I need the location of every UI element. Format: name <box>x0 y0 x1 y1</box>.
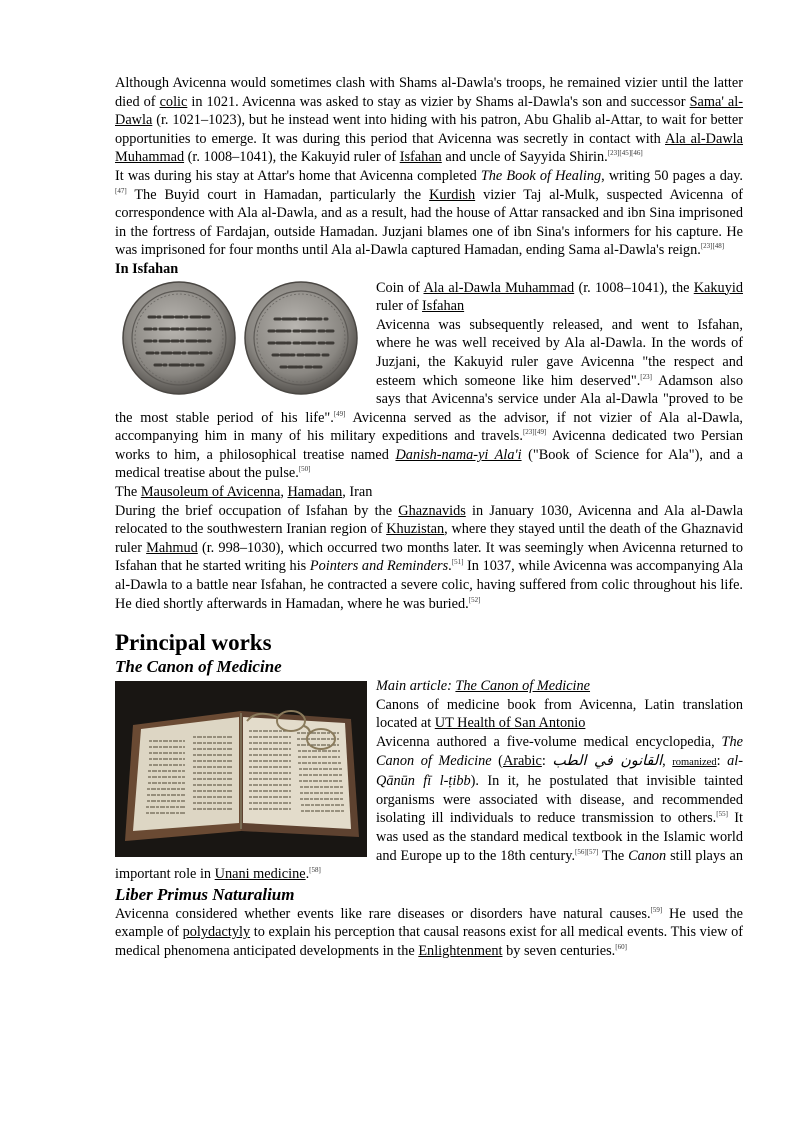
text: During the brief occupation of Isfahan by the <box>115 502 399 519</box>
link-arabic[interactable]: Arabic <box>502 752 542 769</box>
text: He used the example of <box>115 905 743 941</box>
text: , <box>662 752 673 769</box>
link-colic[interactable]: colic <box>159 93 188 110</box>
citation[interactable]: [58] <box>309 866 321 875</box>
link-hamadan[interactable]: Hamadan <box>287 484 343 501</box>
text: Avicenna served as the advisor, if not vizier of Ala al-Dawla, accompanying him in many of his military expeditions and travels. <box>115 409 743 445</box>
link-mahmud[interactable]: Mahmud <box>146 539 198 556</box>
text: Adamson also says that Avicenna's service under Ala al-Dawla "proved to be the most stable period of his life". <box>115 372 743 426</box>
work-title: Danish-nama-yi Ala'i <box>395 446 522 463</box>
citation[interactable]: [51] <box>451 558 464 567</box>
link-kurdish[interactable]: Kurdish <box>429 186 476 203</box>
text: : <box>541 752 553 769</box>
coin-image <box>115 281 367 395</box>
text: in 1021. Avicenna was asked to stay as vizier by Shams al-Dawla's son and successor <box>187 93 690 110</box>
coin-obverse <box>123 282 235 394</box>
text: Canons of medicine book from Avicenna, Latin translation located at <box>376 696 743 732</box>
text: Avicenna considered whether events like rare diseases or disorders have natural causes. <box>115 905 651 922</box>
text: Although Avicenna would sometimes clash with Shams al-Dawla's troops, he remained vizier until the latter died of <box>115 75 743 110</box>
romanized-title: al-Qānūn fī l-ṭibb <box>376 752 744 790</box>
canon-book-image <box>115 681 367 857</box>
text: It was used as the standard medical textbook in the Islamic world and Europe up to the 18th century. <box>376 810 743 864</box>
book-illustration <box>115 681 367 857</box>
citation[interactable]: [56][57] <box>575 847 599 856</box>
link-romanized[interactable]: romanized <box>672 756 717 768</box>
citation[interactable]: [23][45][46] <box>607 149 643 158</box>
citation[interactable]: [50] <box>298 465 311 474</box>
coin-reverse <box>245 282 357 394</box>
text: to explain his perception that causal reasons exist for all medical events. This view of medical phenomena anticipated developments in the <box>115 924 744 959</box>
work-title: Pointers and Reminders <box>309 558 449 575</box>
subsection-heading-canon: The Canon of Medicine <box>115 657 282 677</box>
paragraph-liber <box>115 905 743 961</box>
link-polydactyly[interactable]: polydactyly <box>182 924 251 941</box>
paragraph-vizier <box>115 74 743 167</box>
link-khuzistan[interactable]: Khuzistan <box>386 521 445 538</box>
work-title: The Canon of Medicine <box>376 734 743 769</box>
text: . <box>448 558 452 575</box>
link-sama-al-dawla[interactable]: Sama' al-Dawla <box>115 93 744 129</box>
work-title: Canon <box>628 847 667 864</box>
text: ruler of <box>376 298 423 315</box>
text: Avicenna was subsequently released, and went to Isfahan, where he was well received by Ala al-Dawla. In the words of Juzjani, the Kakuyid ruler gave Avicenna "the respect and esteem which someone like him deserved". <box>376 316 743 389</box>
link-isfahan[interactable]: Isfahan <box>422 298 465 315</box>
text: (r. 1021–1023), but he instead went into hiding with his patron, Abu Ghalib al-Attar, to wait for better opportunities to emerge. It was during this period that Avicenna was secretly in contact with <box>115 112 743 147</box>
citation[interactable]: [60] <box>615 943 627 952</box>
text: , <box>280 484 288 501</box>
coins-illustration <box>115 281 367 395</box>
link-ut-health[interactable]: UT Health of San Antonio <box>434 715 586 732</box>
link-ala-al-dawla-muhammad[interactable]: Ala al-Dawla Muhammad <box>115 130 744 166</box>
text: vizier Taj al-Mulk, suspected Avicenna of correspondence with Ala al-Dawla, and as a result, had the house of Attar ransacked and ibn Sina imprisoned in the fortress of Fardajan, outside Hamadan. Juzjani blames one of ibn Sina's informers for his capture. He was imprisoned for four months until Ala al-Dawla captured Hamadan, ending Sama al-Dawla's reign. <box>115 186 743 259</box>
text: It was during his stay at Attar's home that Avicenna completed <box>115 167 481 184</box>
text: ("Book of Science for Ala"), and a medical treatise about the pulse. <box>115 446 743 482</box>
subsection-heading-liber: Liber Primus Naturalium <box>115 884 295 904</box>
link-unani-medicine[interactable]: Unani medicine <box>214 866 306 883</box>
text: (r. 1008–1041), the <box>574 279 694 296</box>
text: Avicenna authored a five-volume medical encyclopedia, <box>376 734 722 750</box>
link-main-article-canon[interactable]: The Canon of Medicine <box>455 678 591 695</box>
link-mausoleum[interactable]: Mausoleum of Avicenna <box>140 484 281 501</box>
citation[interactable]: [59] <box>650 905 663 914</box>
link-ghaznavids[interactable]: Ghaznavids <box>398 502 466 519</box>
text: , where they stayed until the death of the Ghaznavid ruler <box>115 521 743 556</box>
text: The Buyid court in Hamadan, particularly the <box>126 186 430 203</box>
link-danish-nama[interactable] <box>395 447 521 463</box>
text: In 1037, while Avicenna was accompanying Ala al-Dawla to a battle near Isfahan, he contracted a severe colic, having suffered from colic throughout his life. He died shortly afterwards in Hamadan, where he was buried. <box>115 558 744 612</box>
text: by seven centuries. <box>502 942 616 959</box>
link-isfahan[interactable]: Isfahan <box>399 149 442 166</box>
work-title: The Book of Healing <box>480 167 602 184</box>
text: Coin of <box>376 279 424 296</box>
text: : <box>716 752 728 769</box>
citation[interactable]: [23] <box>640 372 652 381</box>
paragraph-attar <box>115 167 743 260</box>
text: (r. 998–1030), which occurred two months later. It was seemingly when Avicenna returned to Isfahan that he started writing his <box>115 539 744 575</box>
citation[interactable]: [49] <box>333 409 346 418</box>
link-enlightenment[interactable]: Enlightenment <box>418 942 503 959</box>
text: ( <box>491 752 503 769</box>
text: (r. 1008–1041), the Kakuyid ruler of <box>184 149 400 166</box>
mausoleum-caption <box>115 483 743 502</box>
text: , writing 50 pages a day. <box>601 167 743 184</box>
link-ala-al-dawla-muhammad[interactable]: Ala al-Dawla Muhammad <box>423 279 575 296</box>
text: still plays an important role in <box>115 847 743 883</box>
article-body <box>115 74 743 961</box>
text: ). In it, he postulated that invisible tainted organisms were associated with disease, and recommended isolating ill individuals to reduce transmission to others. <box>376 773 743 827</box>
section-heading-isfahan: In Isfahan <box>115 260 179 277</box>
citation[interactable]: [52] <box>468 595 481 604</box>
citation[interactable]: [23][48] <box>700 242 725 251</box>
section-heading-principal-works: Principal works <box>115 630 272 656</box>
text: . <box>305 866 310 883</box>
text: Main article: <box>376 678 456 695</box>
arabic-title: القانون في الطب <box>552 752 663 769</box>
link-kakuyid[interactable]: Kakuyid <box>693 279 743 296</box>
citation[interactable]: [55] <box>716 810 728 819</box>
text: and uncle of Sayyida Shirin. <box>441 149 608 166</box>
text: The <box>115 484 141 501</box>
citation[interactable]: [23][49] <box>522 428 547 437</box>
paragraph-ghaznavids <box>115 502 743 614</box>
text: The <box>598 847 629 864</box>
citation[interactable]: [47] <box>115 186 127 195</box>
text: , Iran <box>342 484 373 501</box>
text: Avicenna dedicated two Persian works to him, a philosophical treatise named <box>115 428 744 463</box>
text: in January 1030, Avicenna and Ala al-Dawla relocated to the southwestern Iranian region of <box>115 502 743 538</box>
